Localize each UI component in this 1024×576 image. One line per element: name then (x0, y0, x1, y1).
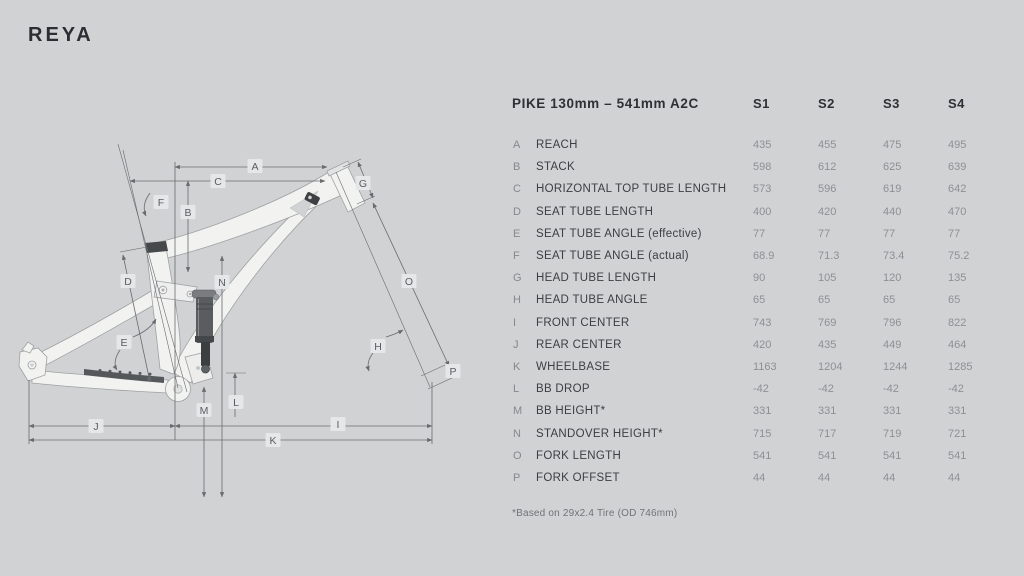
row-value: 77 (818, 227, 831, 240)
row-letter: H (513, 294, 521, 307)
svg-text:K: K (269, 434, 277, 447)
table-row (506, 312, 1014, 334)
row-value: 120 (883, 272, 902, 285)
row-value: 470 (948, 205, 967, 218)
row-label: HORIZONTAL TOP TUBE LENGTH (536, 183, 727, 196)
dimension-label-J (89, 419, 104, 433)
row-value: 721 (948, 427, 967, 440)
row-value: 77 (948, 227, 961, 240)
table-row (506, 356, 1014, 378)
svg-text:J: J (93, 420, 99, 433)
row-value: 639 (948, 161, 967, 174)
row-value: 541 (883, 449, 902, 462)
svg-text:F: F (157, 196, 165, 209)
row-letter: P (513, 471, 521, 484)
dimension-label-K (266, 433, 281, 447)
dimension-label-O (402, 274, 417, 288)
row-label: FORK OFFSET (536, 471, 620, 484)
row-label: SEAT TUBE ANGLE (effective) (536, 227, 702, 240)
row-value: 90 (753, 272, 766, 285)
row-letter: I (513, 316, 517, 329)
table-row (506, 267, 1014, 289)
dimension-label-B (181, 205, 196, 219)
row-value: -42 (753, 383, 769, 396)
row-value: 717 (818, 427, 837, 440)
row-label: BB HEIGHT* (536, 405, 606, 418)
top-tube (147, 170, 344, 261)
row-value: 573 (753, 183, 772, 196)
page-title: REYA (28, 24, 94, 46)
tire-footnote: *Based on 29x2.4 Tire (OD 746mm) (512, 508, 678, 519)
row-value: 400 (753, 205, 772, 218)
table-row (506, 134, 1014, 156)
row-value: 435 (753, 139, 772, 152)
svg-text:A: A (251, 160, 259, 173)
dim-H-arrow-up (386, 330, 403, 337)
row-value: 822 (948, 316, 967, 329)
table-row (506, 445, 1014, 467)
table-row (506, 289, 1014, 311)
svg-text:P: P (449, 365, 457, 378)
dimension-label-I (331, 417, 346, 431)
table-row (506, 422, 1014, 444)
row-value: 612 (818, 161, 837, 174)
dim-E-arrow-up (133, 319, 156, 337)
row-value: 44 (753, 471, 766, 484)
row-value: 541 (753, 449, 772, 462)
row-letter: F (513, 250, 520, 263)
row-value: 71.3 (818, 250, 840, 263)
table-row (506, 201, 1014, 223)
row-letter: M (513, 405, 523, 418)
row-value: 65 (753, 294, 766, 307)
row-value: 75.2 (948, 250, 970, 263)
dimension-label-A (248, 159, 263, 173)
row-value: 135 (948, 272, 967, 285)
svg-text:M: M (199, 404, 209, 417)
row-value: 435 (818, 338, 837, 351)
row-letter: J (513, 338, 519, 351)
dimension-label-N (215, 275, 230, 289)
row-value: 1244 (883, 360, 908, 373)
shock-lower-eye (202, 365, 210, 373)
svg-text:H: H (374, 340, 382, 353)
row-value: -42 (948, 383, 964, 396)
geometry-rows (506, 134, 1014, 489)
dimension-label-H (371, 339, 386, 353)
row-label: FORK LENGTH (536, 449, 622, 462)
svg-text:L: L (233, 396, 239, 409)
row-value: -42 (818, 383, 834, 396)
dimension-label-D (121, 274, 136, 288)
svg-text:G: G (358, 177, 368, 190)
row-value: 44 (948, 471, 961, 484)
row-letter: B (513, 161, 521, 174)
row-value: 464 (948, 338, 967, 351)
row-value: 420 (753, 338, 772, 351)
table-row (506, 400, 1014, 422)
row-letter: K (513, 360, 521, 373)
row-value: 495 (948, 139, 967, 152)
row-value: 44 (818, 471, 831, 484)
row-value: 715 (753, 427, 772, 440)
size-column-s1: S1 (753, 95, 770, 111)
svg-text:E: E (120, 336, 128, 349)
row-label: SEAT TUBE LENGTH (536, 205, 654, 218)
row-value: 598 (753, 161, 772, 174)
dim-H-arrow-down (368, 353, 373, 371)
row-value: 77 (753, 227, 766, 240)
row-letter: A (513, 139, 521, 152)
row-value: 541 (948, 449, 967, 462)
row-value: 65 (883, 294, 896, 307)
dimension-label-G (356, 176, 371, 190)
row-value: 331 (753, 405, 772, 418)
dim-E-arrow-down (115, 350, 120, 370)
row-letter: N (513, 427, 521, 440)
row-value: 769 (818, 316, 837, 329)
row-value: 420 (818, 205, 837, 218)
row-value: 619 (883, 183, 902, 196)
row-value: -42 (883, 383, 899, 396)
row-letter: C (513, 183, 521, 196)
size-column-s3: S3 (883, 95, 900, 111)
row-label: FRONT CENTER (536, 316, 630, 329)
row-value: 455 (818, 139, 837, 152)
row-value: 642 (948, 183, 967, 196)
dimension-lines (29, 144, 452, 497)
row-value: 77 (883, 227, 896, 240)
seat-clamp (145, 241, 168, 253)
seat-stay (31, 287, 166, 369)
dimension-label-F (154, 195, 169, 209)
row-value: 719 (883, 427, 902, 440)
row-value: 743 (753, 316, 772, 329)
row-label: WHEELBASE (536, 360, 611, 373)
row-value: 331 (948, 405, 967, 418)
row-label: REACH (536, 139, 578, 152)
row-value: 105 (818, 272, 837, 285)
svg-text:C: C (214, 175, 222, 188)
dimension-label-C (211, 174, 226, 188)
dim-P-tick-2 (421, 365, 445, 376)
row-value: 331 (818, 405, 837, 418)
row-letter: O (513, 449, 522, 462)
table-header (506, 88, 1014, 118)
row-value: 796 (883, 316, 902, 329)
row-label: HEAD TUBE ANGLE (536, 294, 648, 307)
svg-text:B: B (184, 206, 192, 219)
row-letter: E (513, 227, 521, 240)
bike-frame (19, 161, 368, 402)
row-value: 440 (883, 205, 902, 218)
row-value: 1204 (818, 360, 843, 373)
size-column-s2: S2 (818, 95, 835, 111)
svg-text:D: D (124, 275, 132, 288)
dim-F-arc (144, 193, 150, 216)
row-label: STACK (536, 161, 575, 174)
row-value: 475 (883, 139, 902, 152)
size-column-s4: S4 (948, 95, 965, 111)
dimension-label-L (229, 395, 244, 409)
row-value: 65 (948, 294, 961, 307)
svg-text:N: N (218, 276, 226, 289)
row-value: 449 (883, 338, 902, 351)
table-row (506, 245, 1014, 267)
table-row (506, 156, 1014, 178)
row-letter: L (513, 383, 520, 396)
fork-spec-title: PIKE 130mm – 541mm A2C (512, 95, 699, 111)
geometry-table (506, 88, 1014, 489)
row-label: SEAT TUBE ANGLE (actual) (536, 250, 689, 263)
svg-text:O: O (404, 275, 414, 288)
row-value: 73.4 (883, 250, 905, 263)
row-label: HEAD TUBE LENGTH (536, 272, 657, 285)
row-letter: D (513, 205, 521, 218)
row-label: REAR CENTER (536, 338, 622, 351)
table-row (506, 467, 1014, 489)
row-label: BB DROP (536, 383, 590, 396)
table-row (506, 334, 1014, 356)
dimension-label-E (117, 335, 132, 349)
row-value: 68.9 (753, 250, 775, 263)
row-value: 541 (818, 449, 837, 462)
svg-text:I: I (336, 418, 340, 431)
row-value: 65 (818, 294, 831, 307)
row-value: 596 (818, 183, 837, 196)
dimension-label-P (446, 364, 461, 378)
row-value: 331 (883, 405, 902, 418)
table-row (506, 378, 1014, 400)
row-value: 1163 (753, 360, 777, 373)
row-letter: G (513, 272, 522, 285)
row-label: STANDOVER HEIGHT* (536, 427, 663, 440)
table-row (506, 223, 1014, 245)
row-value: 1285 (948, 360, 973, 373)
shock-lever (213, 294, 219, 300)
table-row (506, 178, 1014, 200)
dimension-label-M (197, 403, 212, 417)
dim-D-tick (120, 247, 147, 252)
row-value: 625 (883, 161, 902, 174)
row-value: 44 (883, 471, 896, 484)
